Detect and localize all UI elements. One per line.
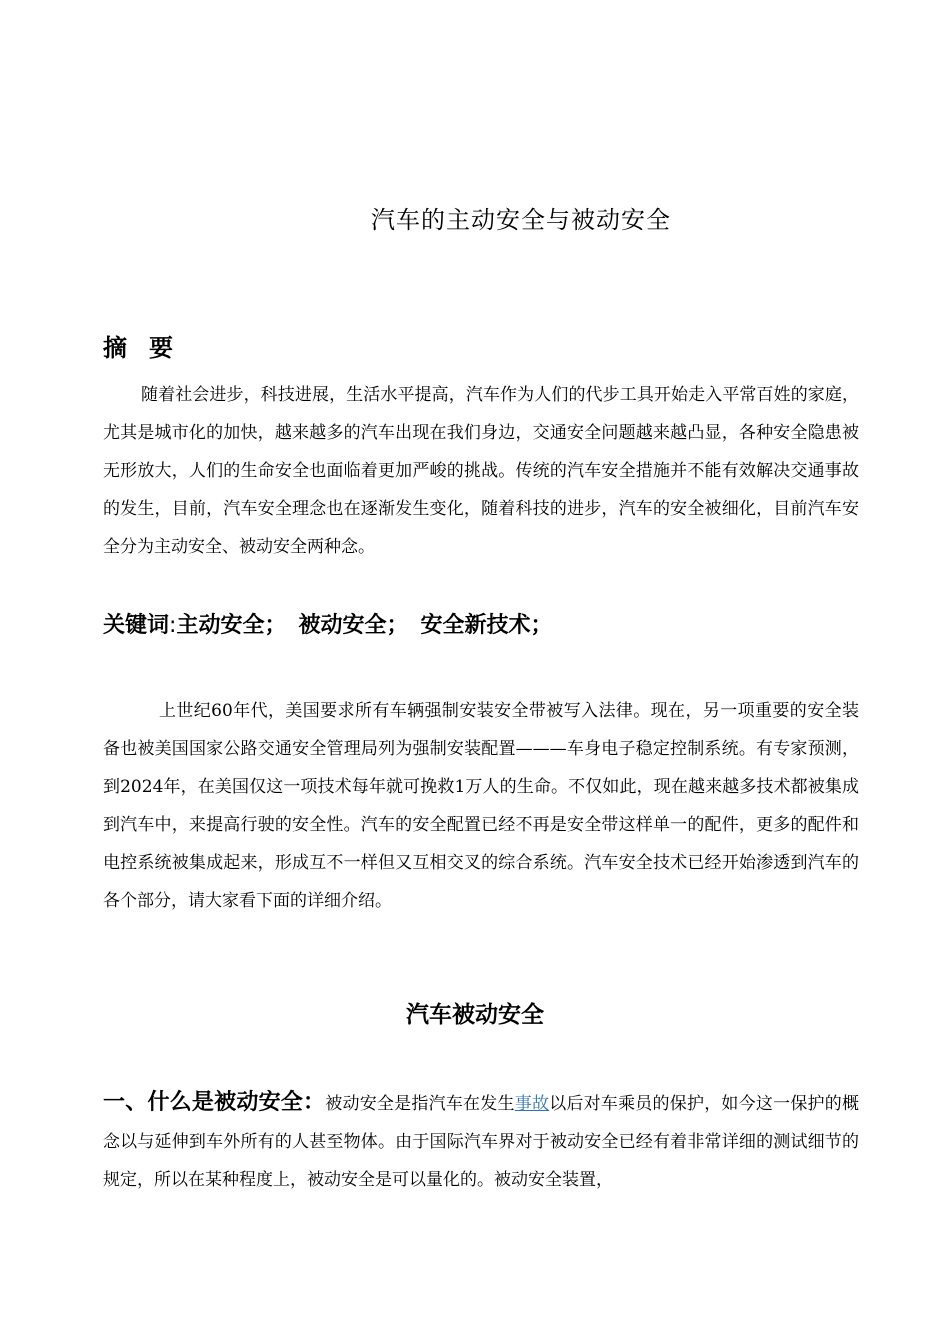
passive-safety-paragraph [103, 1084, 859, 1199]
keywords-separator: : [169, 613, 177, 638]
abstract-heading [103, 328, 173, 363]
keyword-item: 被动安全； [298, 613, 409, 638]
passive-safety-lead: 一、什么是被动安全： [103, 1090, 326, 1115]
keywords-line [103, 608, 564, 639]
abstract-heading-part2: 要 [149, 334, 173, 362]
passive-text-after-link: 以后对车乘员的保护，如今这一保护的概念以与延伸到车外所有的人甚至物体。由于国际汽车界对于被动安全已经有着非常详细的测试细节的规定，所以在某种程度上，被动安全是可以量化的。被动安全装置， [103, 1094, 860, 1190]
accident-link[interactable]: 事故 [514, 1094, 550, 1114]
keywords-label: 关键词 [103, 613, 170, 638]
abstract-paragraph: 随着社会进步，科技进展，生活水平提高，汽车作为人们的代步工具开始走入平常百姓的家庭，尤其是城市化的加快，越来越多的汽车出现在我们身边，交通安全问题越来越凸显，各种安全隐患被无形放大，人们的生命安全也面临着更加严峻的挑战。传统的汽车安全措施并不能有效解决交通事故的发生，目前，汽车安全理念也在逐渐发生变化，随着科技的进步，汽车的安全被细化，目前汽车安全分为主动安全、被动安全两种念。 [103, 385, 859, 557]
passive-text-before-link: 被动安全是指汽车在发生 [325, 1094, 515, 1114]
abstract-heading-part1: 摘 [103, 334, 127, 362]
intro-paragraph: 上世纪60年代，美国要求所有车辆强制安装安全带被写入法律。现在，另一项重要的安全装备也被美国国家公路交通安全管理局列为强制安装配置———车身电子稳定控制系统。有专家预测，到2024年，在美国仅这一项技术每年就可挽救1万人的生命。不仅如此，现在越来越多技术都被集成到汽车中，来提高行驶的安全性。汽车的安全配置已经不再是安全带这样单一的配件，更多的配件和电控系统被集成起来，形成互不一样但又互相交叉的综合系统。汽车安全技术已经开始渗透到汽车的各个部分，请大家看下面的详细介绍。 [103, 701, 859, 911]
section-title: 汽车被动安全 [406, 1002, 544, 1028]
keyword-item: 主动安全； [176, 613, 287, 638]
keyword-item: 安全新技术； [420, 613, 553, 638]
document-title: 汽车的主动安全与被动安全 [371, 206, 671, 234]
